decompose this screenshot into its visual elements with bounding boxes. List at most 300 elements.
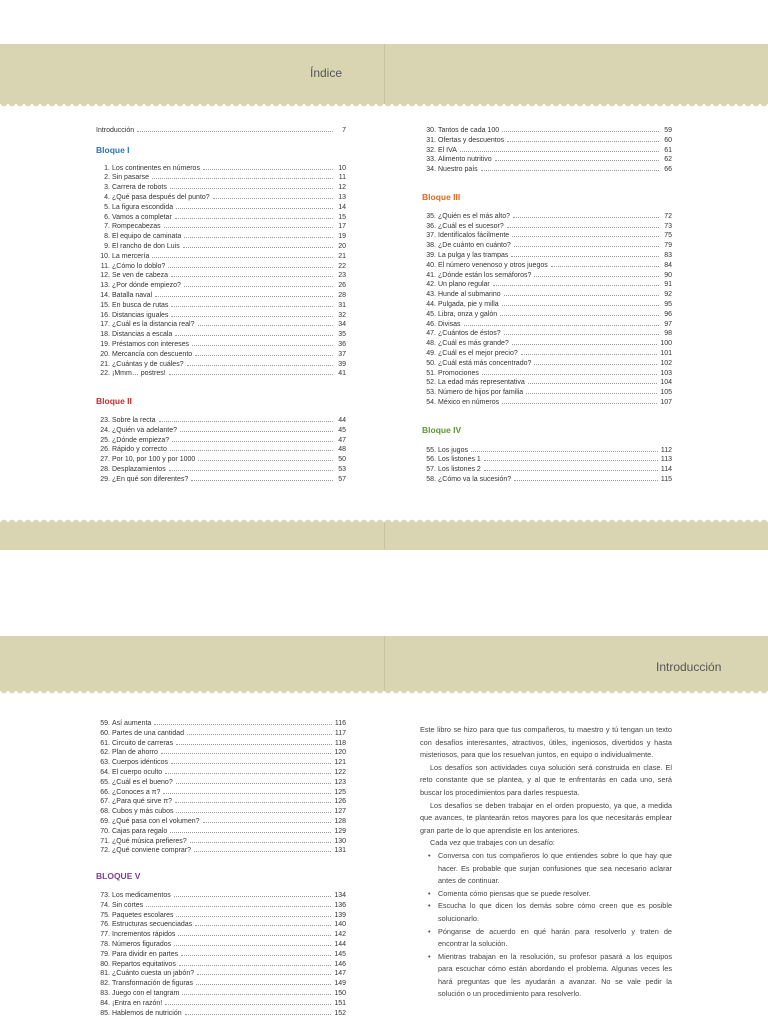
index-entry[interactable]: [422, 329, 672, 339]
index-entry[interactable]: [422, 349, 672, 359]
index-entry[interactable]: [96, 445, 346, 455]
entry-number: 58.: [426, 475, 436, 483]
entry-title: Números figurados: [112, 940, 172, 948]
index-entry[interactable]: [422, 398, 672, 408]
bloque-4-list: [422, 446, 672, 485]
index-entry[interactable]: [96, 369, 346, 379]
entry-number: 34.: [426, 166, 436, 174]
dot-leader: [184, 237, 333, 238]
entry-title: ¿Qué pasa con el volumen?: [112, 817, 200, 825]
entry-page: 131: [334, 847, 346, 855]
entry-title: Repartos equitativos: [112, 960, 176, 968]
entry-number: 53.: [426, 389, 436, 397]
index-entry[interactable]: [422, 359, 672, 369]
entry-title: El IVA: [438, 146, 457, 154]
index-entry[interactable]: [96, 837, 346, 847]
entry-title: ¿Cómo va la sucesión?: [438, 475, 512, 483]
entry-page: 12: [338, 184, 346, 192]
entry-page: 122: [334, 768, 346, 776]
entry-title: ¿Cuál está más concentrado?: [438, 359, 532, 367]
index-entry[interactable]: [422, 222, 672, 232]
bloque-5-heading: BLOQUE V: [96, 871, 141, 882]
index-entry[interactable]: [96, 291, 346, 301]
entry-number: 82.: [100, 980, 110, 988]
dot-leader: [534, 364, 657, 365]
entry-title: Incrementos rápidos: [112, 931, 176, 939]
index-entry[interactable]: [96, 960, 346, 970]
dot-leader: [504, 295, 659, 296]
entry-number: 14.: [100, 291, 110, 299]
bloque-1-heading: Bloque I: [96, 144, 130, 155]
index-entry-introduccion[interactable]: Introducción 7: [96, 127, 346, 134]
dot-leader: [500, 315, 659, 316]
index-entry[interactable]: [96, 164, 346, 174]
index-entry[interactable]: [422, 369, 672, 379]
dot-leader: [168, 267, 333, 268]
entry-number: 44.: [426, 300, 436, 308]
dot-leader: [198, 460, 333, 461]
dot-leader: [181, 955, 331, 956]
entry-number: 70.: [100, 827, 110, 835]
intro-paragraph-2: Los desafíos son actividades cuya solución será construida en clase. El reto constante que se plantea, y al que te enfrentarás en cada uno, será buscar los procedimientos para darles respuesta.: [420, 762, 672, 797]
dot-leader: [154, 724, 332, 725]
dot-leader: [169, 470, 333, 471]
index-entry[interactable]: [96, 232, 346, 242]
index-entry[interactable]: [96, 360, 346, 370]
entry-title: Los listones 1: [438, 456, 481, 464]
entry-title: Un plano regular: [438, 281, 490, 289]
entry-page: 31: [338, 301, 346, 309]
entry-page: 26: [338, 282, 346, 290]
dot-leader: [192, 345, 333, 346]
entry-number: 3.: [104, 184, 110, 192]
index-entry[interactable]: [422, 300, 672, 310]
index-entry[interactable]: [422, 388, 672, 398]
index-entry[interactable]: [96, 969, 346, 979]
bloque-2-list: [96, 416, 346, 485]
entry-title: ¿Cuál es más grande?: [438, 340, 509, 348]
entry-title: ¿Cuántas y de cuáles?: [112, 360, 184, 368]
index-entry[interactable]: [422, 339, 672, 349]
index-entry[interactable]: [96, 330, 346, 340]
entry-page: 59: [664, 127, 672, 134]
entry-page: 146: [334, 960, 346, 968]
entry-title: Nuestro país: [438, 166, 478, 174]
index-entry[interactable]: [96, 252, 346, 262]
entry-title: Juego con el tangram: [112, 989, 180, 997]
index-entry[interactable]: [96, 989, 346, 999]
dot-leader: [178, 935, 331, 936]
entry-number: 83.: [100, 989, 110, 997]
index-entry[interactable]: [96, 222, 346, 232]
index-entry[interactable]: [422, 280, 672, 290]
dot-leader: [171, 306, 333, 307]
entry-page: 35: [338, 331, 346, 339]
entry-page: 36: [338, 340, 346, 348]
entry-title: Divisas: [438, 320, 461, 328]
index-entry[interactable]: [96, 281, 346, 291]
dot-leader: [507, 227, 659, 228]
index-entry[interactable]: [96, 768, 346, 778]
entry-number: 6.: [104, 213, 110, 221]
entry-page: 66: [664, 166, 672, 174]
index-entry[interactable]: [96, 350, 346, 360]
entry-title: Distancias iguales: [112, 311, 169, 319]
entry-page: 34: [338, 321, 346, 329]
entry-page: 120: [334, 749, 346, 757]
index-entry[interactable]: [422, 378, 672, 388]
index-entry[interactable]: [96, 979, 346, 989]
index-entry[interactable]: [422, 146, 672, 156]
dot-leader: [513, 217, 659, 218]
entry-number: 2.: [104, 174, 110, 182]
entry-page: 100: [660, 340, 672, 348]
dot-leader: [163, 793, 331, 794]
index-entry[interactable]: [96, 729, 346, 739]
entry-number: 77.: [100, 931, 110, 939]
intro-bullet: • Conversa con tus compañeros lo que entiendes sobre lo que hay que hacer. Es probable que surjan confusiones que sea necesario aclarar antes de continuar.: [432, 850, 672, 888]
dot-leader: [176, 916, 331, 917]
index-entry[interactable]: [422, 290, 672, 300]
entry-title: Promociones: [438, 369, 479, 377]
entry-number: 33.: [426, 156, 436, 164]
introduction-text: [420, 724, 672, 1001]
entry-number: 25.: [100, 436, 110, 444]
index-entry[interactable]: [96, 827, 346, 837]
dot-leader: [155, 296, 333, 297]
entry-page: 114: [660, 466, 672, 474]
index-entry[interactable]: [96, 416, 346, 426]
entry-number: 36.: [426, 222, 436, 230]
dot-leader: [195, 925, 331, 926]
index-entry[interactable]: [422, 231, 672, 241]
entry-page: 48: [338, 446, 346, 454]
entry-title: Estructuras secuenciadas: [112, 921, 193, 929]
index-entry[interactable]: [96, 301, 346, 311]
entry-page: 13: [338, 193, 346, 201]
entry-title: Por 10, por 100 y por 1000: [112, 456, 196, 464]
entry-number: 50.: [426, 359, 436, 367]
dot-leader: [172, 441, 333, 442]
entry-page: 45: [338, 426, 346, 434]
index-entry[interactable]: [96, 748, 346, 758]
dot-leader: [203, 169, 333, 170]
dot-leader: [493, 285, 659, 286]
entry-page: 128: [334, 817, 346, 825]
entry-number: 43.: [426, 291, 436, 299]
index-entry[interactable]: [422, 261, 672, 271]
entry-title: Tantos de cada 100: [438, 127, 500, 134]
entry-number: 23.: [100, 416, 110, 424]
entry-number: 28.: [100, 465, 110, 473]
index-entry[interactable]: [96, 242, 346, 252]
entry-page: 32: [338, 311, 346, 319]
dot-leader: [174, 896, 332, 897]
index-entry[interactable]: [96, 193, 346, 203]
entry-number: 21.: [100, 360, 110, 368]
entry-page: 140: [334, 921, 346, 929]
dot-leader: [171, 763, 331, 764]
entry-number: 49.: [426, 349, 436, 357]
entry-title: La pulga y las trampas: [438, 251, 509, 259]
dot-leader: [180, 431, 333, 432]
entry-title: ¿Qué música prefieres?: [112, 837, 187, 845]
entry-title: Rápido y correcto: [112, 446, 167, 454]
index-entry[interactable]: [96, 778, 346, 788]
index-entry[interactable]: [96, 173, 346, 183]
entry-number: 57.: [426, 466, 436, 474]
entry-title: Préstamos con intereses: [112, 340, 190, 348]
dot-leader: [165, 1004, 331, 1005]
entry-title: ¿Cuántos de éstos?: [438, 330, 501, 338]
entry-number: 48.: [426, 340, 436, 348]
entry-number: 65.: [100, 778, 110, 786]
index-entry[interactable]: [422, 251, 672, 261]
entry-number: 84.: [100, 999, 110, 1007]
entry-title: La edad más representativa: [438, 379, 525, 387]
entry-title: Cuerpos idénticos: [112, 759, 169, 767]
entry-title: Los continentes en números: [112, 164, 200, 172]
entry-page: 117: [334, 729, 346, 737]
entry-page: 129: [334, 827, 346, 835]
dot-leader: [187, 734, 332, 735]
intro-paragraph-1: Este libro se hizo para que tus compañeros, tu maestro y tú tengan un texto con desafíos interesantes, atractivos, útiles, ingeniosos, divertidos y hasta misteriosos, para que los resuelvan juntos, en equipo o individualmente.: [420, 725, 672, 760]
entry-page: 11: [338, 174, 346, 182]
index-entry[interactable]: [96, 797, 346, 807]
entry-page: 139: [334, 911, 346, 919]
entry-number: 9.: [104, 242, 110, 250]
entry-page: 47: [338, 436, 346, 444]
entry-page: 103: [660, 369, 672, 377]
index-entry[interactable]: [96, 213, 346, 223]
index-entry[interactable]: [422, 136, 672, 146]
dot-leader: [484, 470, 658, 471]
entry-title: El equipo de caminata: [112, 233, 182, 241]
index-entry[interactable]: [96, 999, 346, 1009]
entry-page: 152: [334, 1009, 346, 1017]
index-entry[interactable]: [96, 311, 346, 321]
entry-title: Así aumenta: [112, 720, 152, 727]
index-entry[interactable]: [422, 241, 672, 251]
index-entry[interactable]: [96, 262, 346, 272]
index-entry[interactable]: [96, 846, 346, 856]
entry-title: La mercería: [112, 252, 150, 260]
index-entry[interactable]: [96, 1009, 346, 1019]
dot-leader: [512, 344, 657, 345]
entry-title: Los jugos: [438, 446, 468, 454]
dot-leader: [528, 383, 658, 384]
index-entry[interactable]: [96, 320, 346, 330]
index-entry[interactable]: [96, 930, 346, 940]
entry-number: 63.: [100, 759, 110, 767]
index-entry[interactable]: [96, 271, 346, 281]
entry-page: 50: [338, 456, 346, 464]
entry-number: 40.: [426, 261, 436, 269]
index-entry[interactable]: [96, 758, 346, 768]
dot-leader: [179, 965, 331, 966]
dot-leader: [194, 851, 331, 852]
index-entry[interactable]: [422, 310, 672, 320]
index-entry[interactable]: [96, 203, 346, 213]
index-entry[interactable]: [422, 446, 672, 456]
entry-number: 10.: [100, 252, 110, 260]
index-column-right: [422, 126, 672, 485]
dot-leader: [203, 822, 332, 823]
entry-page: 97: [664, 320, 672, 328]
index-entry[interactable]: [96, 719, 346, 729]
index-entry[interactable]: [96, 739, 346, 749]
index-entry[interactable]: [422, 126, 672, 136]
index-entry[interactable]: [96, 426, 346, 436]
entry-title: Paquetes escolares: [112, 911, 174, 919]
entry-page: 44: [338, 416, 346, 424]
intro-bullet: • Pónganse de acuerdo en qué harán para resolverlo y traten de encontrar la solución.: [432, 926, 672, 951]
index-entry[interactable]: [96, 183, 346, 193]
index-column-lower-left: [96, 719, 346, 1018]
entry-number: 59.: [100, 720, 110, 727]
entry-page: 39: [338, 360, 346, 368]
entry-page: 22: [338, 262, 346, 270]
dot-leader: [184, 286, 333, 287]
entry-page: 125: [334, 788, 346, 796]
entry-number: 60.: [100, 729, 110, 737]
dot-leader: [159, 421, 333, 422]
entry-title: ¿Dónde empieza?: [112, 436, 170, 444]
entry-page: 126: [334, 798, 346, 806]
entry-number: 4.: [104, 193, 110, 201]
index-entry[interactable]: [96, 920, 346, 930]
entry-title: ¿Quién va adelante?: [112, 426, 177, 434]
entry-page: 95: [664, 300, 672, 308]
dot-leader: [512, 236, 659, 237]
dot-leader: [514, 246, 659, 247]
entry-page: 23: [338, 272, 346, 280]
entry-number: 69.: [100, 817, 110, 825]
entry-page: 105: [660, 389, 672, 397]
entry-title: Desplazamientos: [112, 465, 166, 473]
entry-page: 91: [664, 281, 672, 289]
entry-number: 51.: [426, 369, 436, 377]
entry-page: 15: [338, 213, 346, 221]
index-entry[interactable]: [422, 320, 672, 330]
index-entry[interactable]: [422, 155, 672, 165]
entry-page: 104: [660, 379, 672, 387]
entry-page: 17: [338, 223, 346, 231]
entry-number: 79.: [100, 950, 110, 958]
entry-number: 11.: [100, 262, 110, 270]
dot-leader: [174, 945, 331, 946]
dot-leader: [170, 450, 333, 451]
index-entry[interactable]: [422, 455, 672, 465]
entry-page: 41: [338, 370, 346, 378]
dot-leader: [482, 374, 657, 375]
entry-page: 19: [338, 233, 346, 241]
entry-number: 73.: [100, 891, 110, 899]
entry-page: 147: [334, 970, 346, 978]
index-entry[interactable]: [422, 475, 672, 485]
entry-title: Partes de una cantidad: [112, 729, 184, 737]
entry-title: Número de hijos por familia: [438, 389, 524, 397]
entry-page: 92: [664, 291, 672, 299]
index-entry[interactable]: [96, 901, 346, 911]
index-entry[interactable]: [422, 271, 672, 281]
entry-title: ¿Por dónde empiezo?: [112, 282, 181, 290]
index-entry[interactable]: [422, 465, 672, 475]
entry-title: Mercancía con descuento: [112, 350, 193, 358]
entry-title: Carrera de robots: [112, 184, 167, 192]
entry-page: 142: [334, 931, 346, 939]
entry-title: Los listones 2: [438, 466, 481, 474]
index-entry[interactable]: [96, 340, 346, 350]
entry-title: ¿Cuál es la distancia real?: [112, 321, 195, 329]
entry-page: 21: [338, 252, 346, 260]
entry-page: 130: [334, 837, 346, 845]
entry-number: 27.: [100, 456, 110, 464]
index-entry[interactable]: [96, 807, 346, 817]
index-entry[interactable]: [96, 891, 346, 901]
entry-page: 61: [664, 146, 672, 154]
dot-leader: [176, 783, 332, 784]
entry-title: Cubos y más cubos: [112, 808, 174, 816]
index-entry[interactable]: [96, 788, 346, 798]
entry-number: 18.: [100, 331, 110, 339]
entry-page: 10: [338, 164, 346, 172]
entry-number: 16.: [100, 311, 110, 319]
index-entry[interactable]: [422, 212, 672, 222]
second-header-band: [0, 636, 768, 691]
entry-title: Identifícalos fácilmente: [438, 232, 510, 240]
entry-title: ¿De cuánto en cuánto?: [438, 242, 511, 250]
entry-title: Para dividir en partes: [112, 950, 179, 958]
dot-leader: [507, 141, 659, 142]
entry-title: Rompecabezas: [112, 223, 161, 231]
entry-number: 32.: [426, 146, 436, 154]
index-entry[interactable]: [96, 911, 346, 921]
entry-title: Sobre la recta: [112, 416, 156, 424]
dot-leader: [146, 906, 331, 907]
entry-page: 118: [334, 739, 346, 747]
entry-title: Sin cortes: [112, 901, 144, 909]
index-entry[interactable]: [96, 817, 346, 827]
entry-title: Cajas para regalo: [112, 827, 168, 835]
entry-number: 61.: [100, 739, 110, 747]
index-entry[interactable]: [96, 455, 346, 465]
entry-number: 78.: [100, 940, 110, 948]
index-entry[interactable]: [96, 465, 346, 475]
entry-title: Batalla naval: [112, 291, 153, 299]
dot-leader: [534, 276, 659, 277]
entry-title: Se ven de cabeza: [112, 272, 169, 280]
intro-bullet-list: [420, 850, 672, 1001]
index-entry[interactable]: [96, 475, 346, 485]
entry-title: Circuito de carreras: [112, 739, 174, 747]
entry-page: 150: [334, 989, 346, 997]
dot-leader: [502, 403, 657, 404]
top-header-band: [0, 44, 768, 104]
dot-leader: [460, 151, 659, 152]
dot-leader: [526, 393, 657, 394]
entry-title: ¿Conoces a π?: [112, 788, 161, 796]
entry-title: Vamos a completar: [112, 213, 172, 221]
index-entry[interactable]: [422, 165, 672, 175]
entry-title: ¿Cuánto cuesta un jabón?: [112, 970, 195, 978]
index-entry[interactable]: [96, 436, 346, 446]
index-entry[interactable]: [96, 950, 346, 960]
entry-page: 75: [664, 232, 672, 240]
dot-leader: [551, 266, 659, 267]
index-entry[interactable]: [96, 940, 346, 950]
entry-page: 79: [664, 242, 672, 250]
